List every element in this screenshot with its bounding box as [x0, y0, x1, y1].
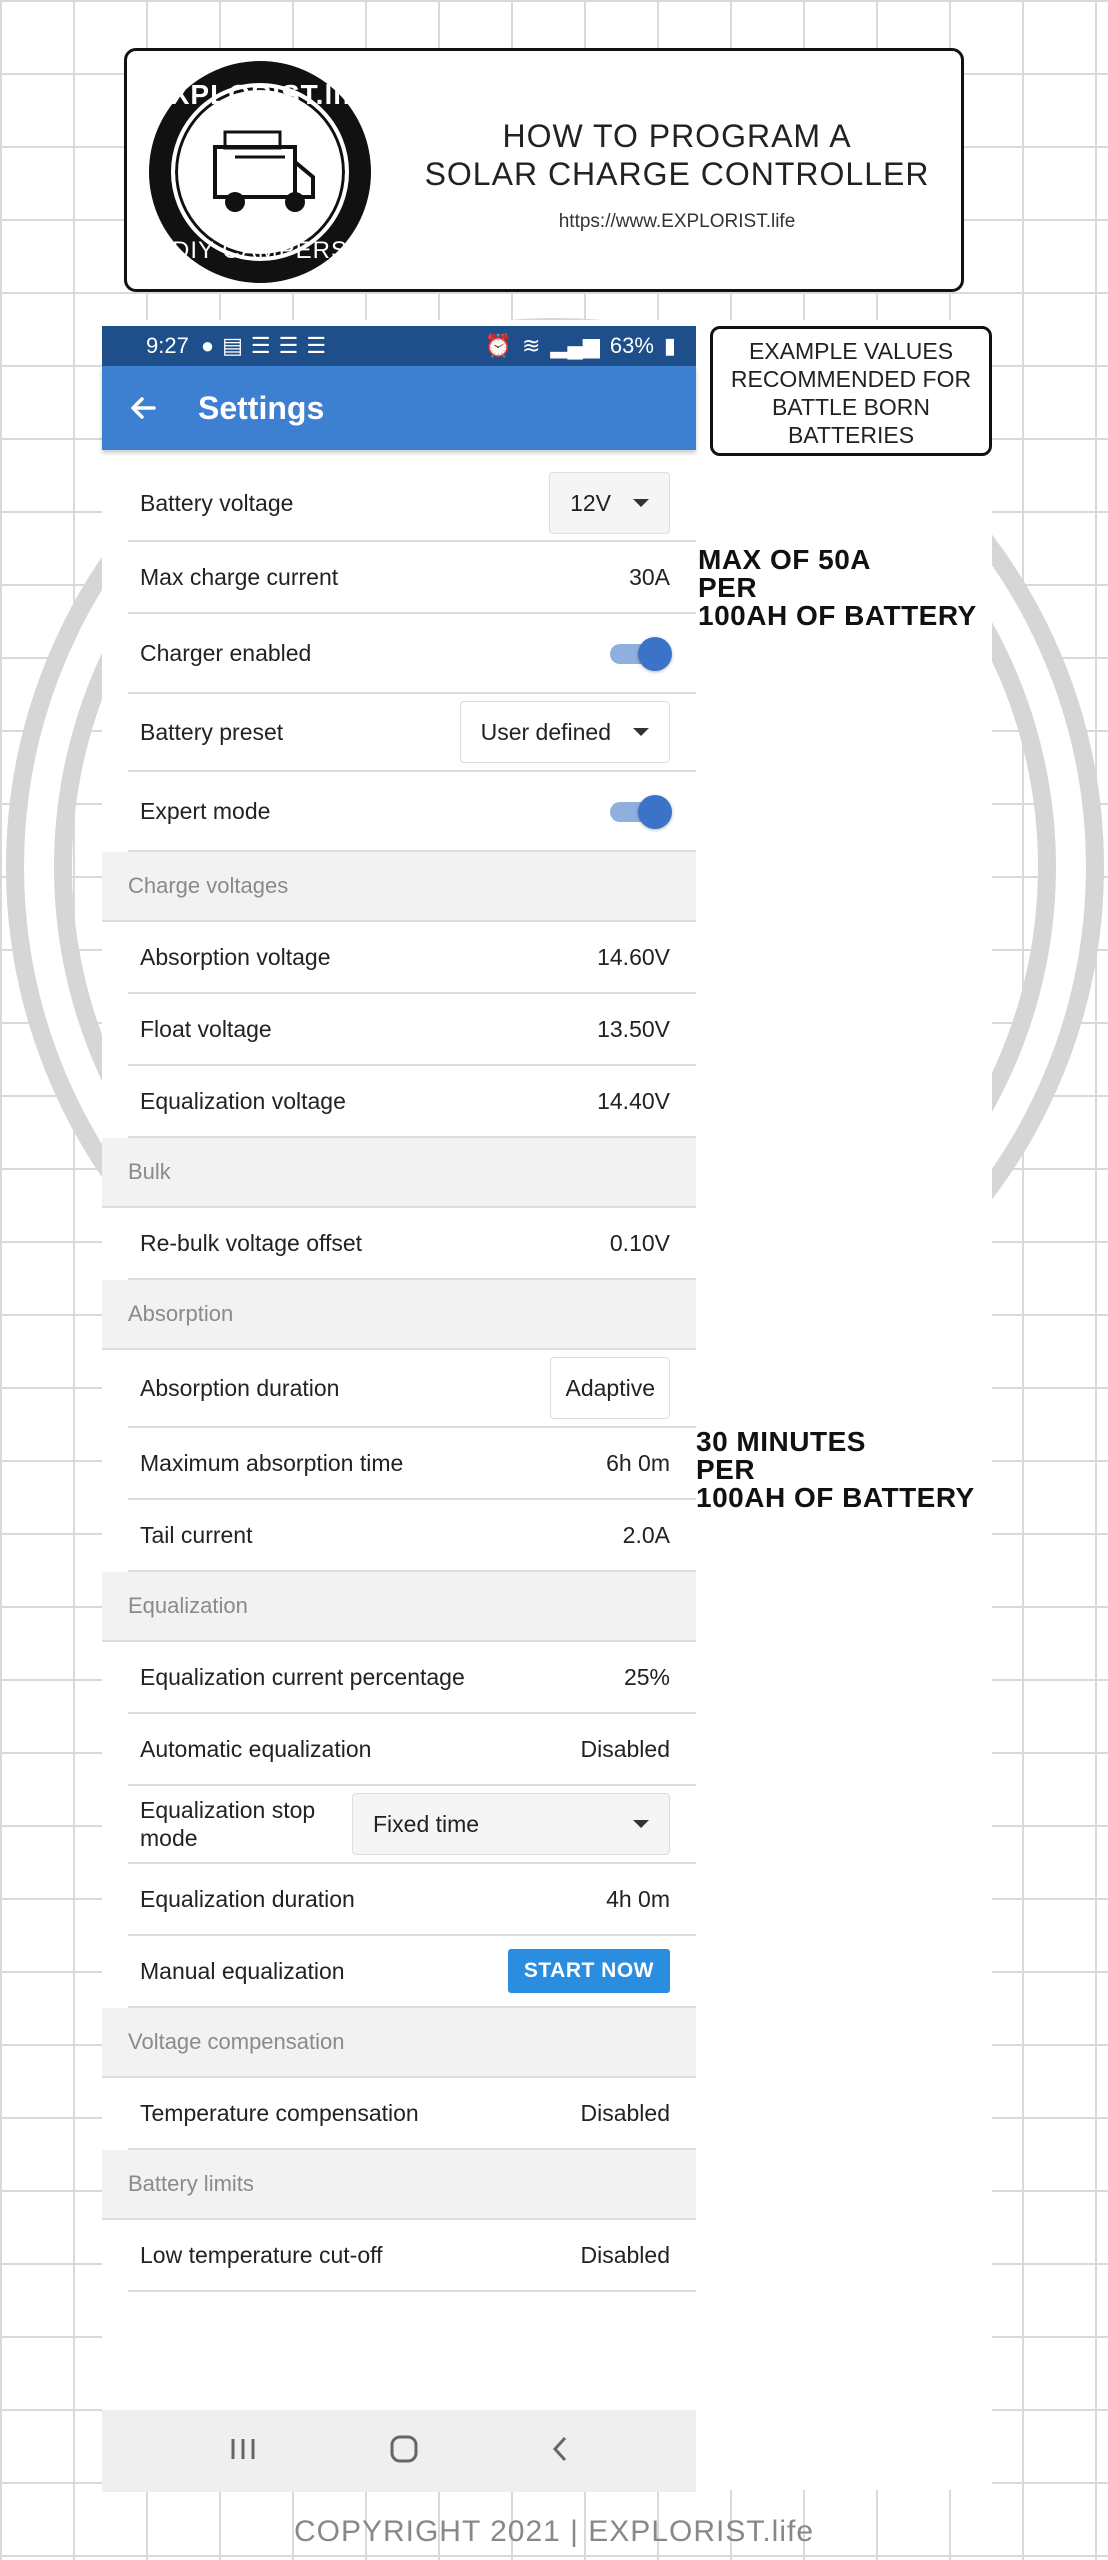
setting-low-temperature-cutoff[interactable]	[128, 2220, 696, 2292]
signal-icon: ▂▄▆	[550, 333, 600, 358]
android-nav-bar	[102, 2410, 696, 2492]
banner-url[interactable]: https://www.EXPLORIST.life	[558, 211, 796, 232]
back-icon[interactable]	[550, 2434, 570, 2469]
section-header-voltage-compensation: Voltage compensation	[102, 2008, 696, 2078]
recent-apps-icon[interactable]	[228, 2436, 258, 2467]
section-header-charge-voltages: Charge voltages	[102, 852, 696, 922]
setting-label: Charger enabled	[140, 639, 312, 666]
wifi-icon: ≋	[521, 333, 541, 358]
setting-value: 14.60V	[597, 943, 670, 970]
logo-top-text: EXPLORIST.life	[151, 79, 369, 110]
setting-label: Automatic equalization	[140, 1735, 372, 1762]
settings-list	[102, 450, 696, 2292]
section-header-equalization: Equalization	[102, 1572, 696, 1642]
setting-eq-current-percentage[interactable]	[128, 1642, 696, 1714]
status-bar	[102, 326, 696, 366]
start-now-button[interactable]: START NOW	[508, 1949, 670, 1993]
setting-value: 30A	[629, 563, 670, 590]
callout-line: PER	[696, 1454, 756, 1485]
app-icon: ▤	[222, 333, 243, 358]
setting-label: Battery preset	[140, 718, 284, 745]
phone-screen	[102, 326, 696, 2492]
battery-voltage-dropdown[interactable]	[549, 472, 670, 534]
battery-icon: ▮	[663, 333, 676, 358]
callout-line: MAX OF 50A	[698, 544, 872, 575]
setting-charger-enabled	[128, 614, 696, 694]
eq-stop-mode-dropdown[interactable]	[352, 1793, 670, 1855]
setting-battery-voltage	[128, 466, 696, 542]
notification-icons	[201, 333, 326, 359]
callout-line: 30 MINUTES	[696, 1426, 866, 1457]
logo-bottom-text: DIY CAMPERS	[172, 237, 348, 264]
dropdown-value: Fixed time	[373, 1810, 480, 1837]
charger-enabled-toggle[interactable]	[608, 636, 670, 670]
setting-value: 4h 0m	[606, 1885, 670, 1912]
app-bar	[102, 366, 696, 450]
setting-max-absorption-time[interactable]	[128, 1428, 696, 1500]
setting-label: Maximum absorption time	[140, 1449, 404, 1476]
back-arrow-icon[interactable]	[102, 366, 184, 450]
setting-value: 14.40V	[597, 1087, 670, 1114]
header-banner	[124, 48, 964, 292]
setting-value: Disabled	[580, 1735, 670, 1762]
home-icon[interactable]	[389, 2434, 419, 2469]
setting-value: 6h 0m	[606, 1449, 670, 1476]
banner-title	[407, 117, 947, 193]
setting-label: Equalization voltage	[140, 1087, 346, 1114]
example-values-note: EXAMPLE VALUES RECOMMENDED FOR BATTLE BORN BATTERIES	[710, 326, 992, 456]
dropdown-value: User defined	[480, 718, 611, 745]
absorption-time-callout	[696, 1428, 975, 1512]
battery-preset-dropdown[interactable]	[460, 701, 670, 763]
max-current-callout	[698, 546, 977, 630]
setting-label: Equalization current percentage	[140, 1663, 465, 1690]
setting-label: Equalization stop mode	[140, 1797, 316, 1851]
setting-max-charge-current[interactable]	[128, 542, 696, 614]
page-title: Settings	[198, 389, 325, 426]
section-header-absorption: Absorption	[102, 1280, 696, 1350]
callout-line: 100AH OF BATTERY	[696, 1482, 975, 1513]
setting-label: Battery voltage	[140, 489, 294, 516]
setting-label: Tail current	[140, 1521, 253, 1548]
setting-value: 25%	[623, 1663, 670, 1690]
setting-equalization-voltage[interactable]	[128, 1066, 696, 1138]
notification-icon: ☰	[278, 333, 299, 358]
spotify-icon: ●	[200, 333, 215, 358]
setting-label: Low temperature cut-off	[140, 2241, 383, 2268]
setting-absorption-duration	[128, 1350, 696, 1428]
explorist-logo	[149, 61, 371, 283]
section-header-battery-limits: Battery limits	[102, 2150, 696, 2220]
setting-label: Equalization duration	[140, 1885, 355, 1912]
banner-title-line2: SOLAR CHARGE CONTROLLER	[424, 156, 930, 192]
alarm-icon: ⏰	[484, 333, 512, 358]
absorption-duration-selector[interactable]: Adaptive	[550, 1357, 670, 1419]
chevron-down-icon	[633, 728, 649, 736]
setting-value: Disabled	[580, 2241, 670, 2268]
copyright-footer: COPYRIGHT 2021 | EXPLORIST.life	[293, 2515, 815, 2548]
setting-float-voltage[interactable]	[128, 994, 696, 1066]
banner-title-line1: HOW TO PROGRAM A	[502, 118, 852, 154]
setting-battery-preset	[128, 694, 696, 772]
callout-line: 100AH OF BATTERY	[698, 600, 977, 631]
notification-icon: ☰	[306, 333, 327, 358]
setting-label: Temperature compensation	[140, 2099, 419, 2126]
expert-mode-toggle[interactable]	[608, 794, 670, 828]
setting-label: Manual equalization	[140, 1957, 345, 1984]
setting-label: Max charge current	[140, 563, 339, 590]
setting-eq-stop-mode	[128, 1786, 696, 1864]
setting-eq-duration[interactable]	[128, 1864, 696, 1936]
setting-label: Re-bulk voltage offset	[140, 1229, 363, 1256]
setting-value: Disabled	[580, 2099, 670, 2126]
battery-percent: 63%	[609, 333, 654, 358]
notification-icon: ☰	[250, 333, 271, 358]
setting-temperature-compensation[interactable]	[128, 2078, 696, 2150]
callout-line: PER	[698, 572, 758, 603]
setting-value: 2.0A	[622, 1521, 670, 1548]
setting-absorption-voltage[interactable]	[128, 922, 696, 994]
setting-manual-equalization	[128, 1936, 696, 2008]
chevron-down-icon	[633, 499, 649, 507]
setting-automatic-equalization[interactable]	[128, 1714, 696, 1786]
setting-label: Float voltage	[140, 1015, 272, 1042]
setting-value: 13.50V	[597, 1015, 670, 1042]
setting-label: Expert mode	[140, 797, 271, 824]
setting-value: 0.10V	[609, 1229, 670, 1256]
setting-rebulk-voltage-offset[interactable]	[128, 1208, 696, 1280]
setting-tail-current[interactable]	[128, 1500, 696, 1572]
chevron-down-icon	[633, 1820, 649, 1828]
setting-label: Absorption duration	[140, 1374, 340, 1401]
setting-expert-mode	[128, 772, 696, 852]
section-header-bulk: Bulk	[102, 1138, 696, 1208]
status-time: 9:27	[146, 333, 189, 358]
dropdown-value: 12V	[570, 489, 611, 516]
setting-label: Absorption voltage	[140, 943, 331, 970]
